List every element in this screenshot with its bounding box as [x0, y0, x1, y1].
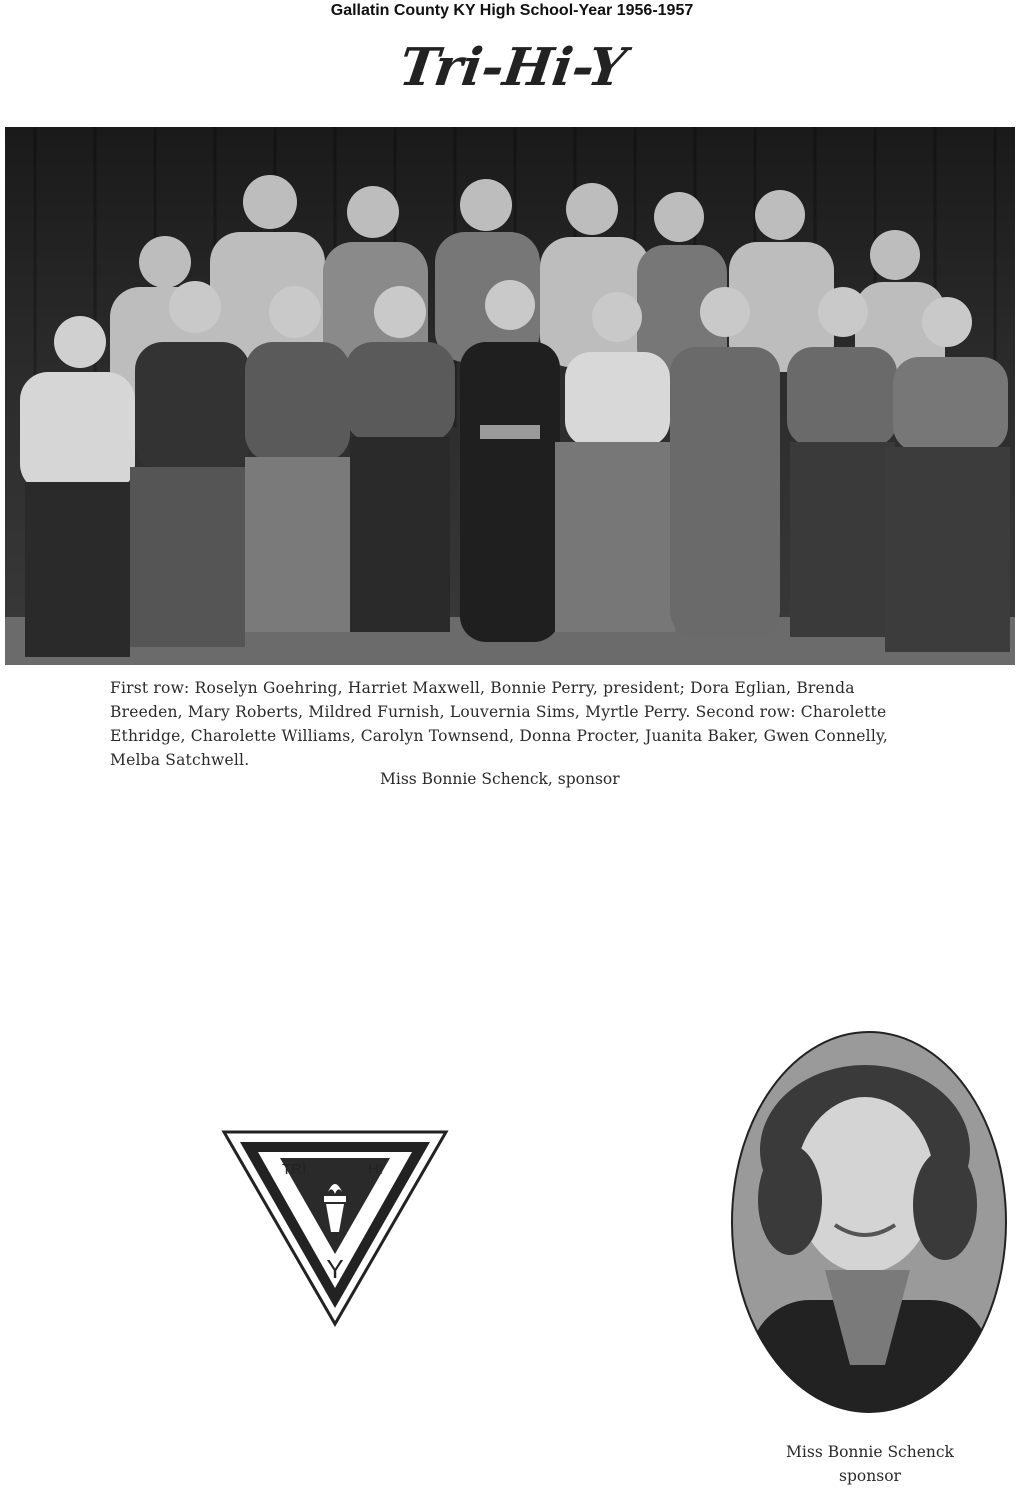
photo-caption: First row: Roselyn Goehring, Harriet Maxwell, Bonnie Perry, president; Dora Eglian, Brenda Breeden, Mary Roberts, Mildred Furnish, Louvernia Sims, Myrtle Perry. Second row: Charolette Ethridge, Charolette Williams, Carolyn Townsend, Donna Procter, Juanita Baker, Gwen Connelly, Melba Satchwell.: [110, 679, 889, 769]
portrait-caption: [760, 1440, 980, 1488]
tri-hi-y-emblem: [220, 1128, 450, 1328]
emblem-hi-text: HI: [368, 1161, 383, 1178]
club-title-text: Tri-Hi-Y: [395, 37, 630, 98]
sponsor-caption: Miss Bonnie Schenck, sponsor: [380, 770, 620, 788]
portrait-role: sponsor: [839, 1467, 901, 1485]
club-title: [340, 30, 680, 110]
group-photo: [5, 127, 1015, 665]
sponsor-portrait: [730, 1030, 1008, 1414]
portrait-name: Miss Bonnie Schenck: [786, 1443, 954, 1461]
emblem-y-text: Y: [326, 1254, 344, 1284]
emblem-tri-text: TRI: [282, 1161, 307, 1178]
page-header: Gallatin County KY High School-Year 1956-1957: [330, 2, 694, 19]
